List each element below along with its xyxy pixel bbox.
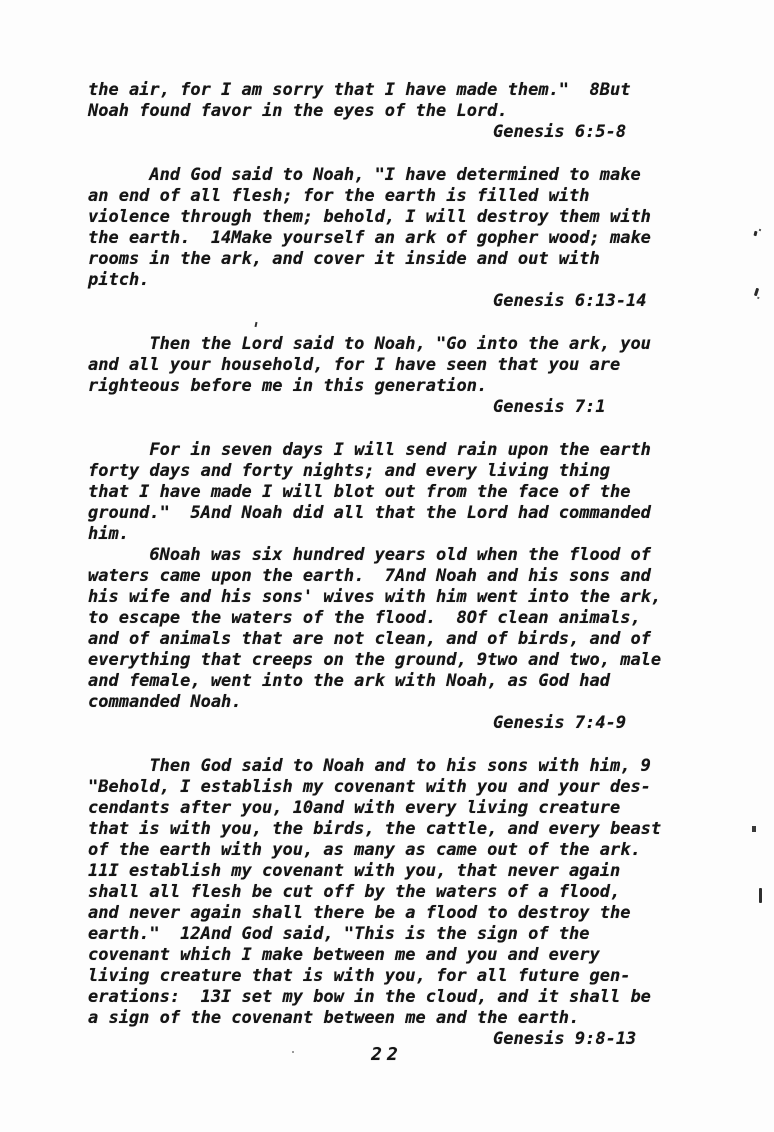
text-line: "Behold, I establish my covenant with you and your des- (88, 777, 651, 797)
text-line: waters came upon the earth. 7And Noah and his sons and (88, 566, 651, 586)
text-line: Then the Lord said to Noah, "Go into the ark, you (88, 334, 651, 354)
scan-speck (292, 1051, 294, 1053)
verse-block (88, 756, 678, 1050)
scripture-citation: Genesis 6:13-14 (493, 291, 647, 311)
text-line: an end of all flesh; for the earth is filled with (88, 186, 590, 206)
text-line: and all your household, for I have seen that you are (88, 355, 621, 375)
text-line: and never again shall there be a flood to destroy the (88, 903, 631, 923)
text-line: his wife and his sons' wives with him went into the ark, (88, 587, 662, 607)
text-line: ground." 5And Noah did all that the Lord had commanded (88, 503, 651, 523)
scan-speck (759, 888, 762, 903)
text-line: the air, for I am sorry that I have made them." 8But (88, 80, 631, 100)
text-line: a sign of the covenant between me and the earth. (88, 1008, 580, 1028)
scan-speck (752, 826, 756, 832)
verse-block (88, 165, 678, 312)
scripture-citation: Genesis 7:1 (493, 397, 606, 417)
verse-block (88, 80, 678, 143)
text-line: pitch. (88, 270, 150, 290)
verse-block (88, 334, 678, 418)
text-line: that is with you, the birds, the cattle, and every beast (88, 819, 662, 839)
text-line: rooms in the ark, and cover it inside and out with (88, 249, 600, 269)
scripture-citation: Genesis 6:5-8 (493, 122, 627, 142)
text-line: that I have made I will blot out from the face of the (88, 482, 631, 502)
text-line: Then God said to Noah and to his sons with him, 9 (88, 756, 651, 776)
text-line: the earth. 14Make yourself an ark of gopher wood; make (88, 228, 651, 248)
text-line: For in seven days I will send rain upon the earth (88, 440, 651, 460)
page-number: 22 (371, 1044, 403, 1065)
page-content (88, 80, 678, 1050)
text-line: righteous before me in this generation. (88, 376, 488, 396)
text-line: violence through them; behold, I will destroy them with (88, 207, 651, 227)
text-line: Noah found favor in the eyes of the Lord. (88, 101, 508, 121)
text-line: living creature that is with you, for all future gen- (88, 966, 631, 986)
text-line: of the earth with you, as many as came out of the ark. (88, 840, 641, 860)
scripture-citation: Genesis 7:4-9 (493, 713, 627, 733)
text-line: commanded Noah. (88, 692, 242, 712)
text-line: erations: 13I set my bow in the cloud, and it shall be (88, 987, 651, 1007)
text-line: and of animals that are not clean, and of birds, and of (88, 629, 651, 649)
verse-block (88, 440, 678, 734)
text-line: to escape the waters of the flood. 8Of clean animals, (88, 608, 641, 628)
text-line: and female, went into the ark with Noah, as God had (88, 671, 610, 691)
text-line: 11I establish my covenant with you, that never again (88, 861, 621, 881)
text-line: covenant which I make between me and you and every (88, 945, 600, 965)
text-line: forty days and forty nights; and every living thing (88, 461, 610, 481)
text-line: shall all flesh be cut off by the waters of a flood, (88, 882, 621, 902)
text-line: cendants after you, 10and with every living creature (88, 798, 621, 818)
text-line: And God said to Noah, "I have determined to make (88, 165, 641, 185)
scripture-citation: Genesis 9:8-13 (493, 1029, 637, 1049)
scan-speck (753, 231, 757, 237)
text-line: 6Noah was six hundred years old when the flood of (88, 545, 651, 565)
text-line: everything that creeps on the ground, 9two and two, male (88, 650, 662, 670)
text-line: him. (88, 524, 129, 544)
scan-speck (754, 288, 759, 297)
text-line: earth." 12And God said, "This is the sign of the (88, 924, 590, 944)
